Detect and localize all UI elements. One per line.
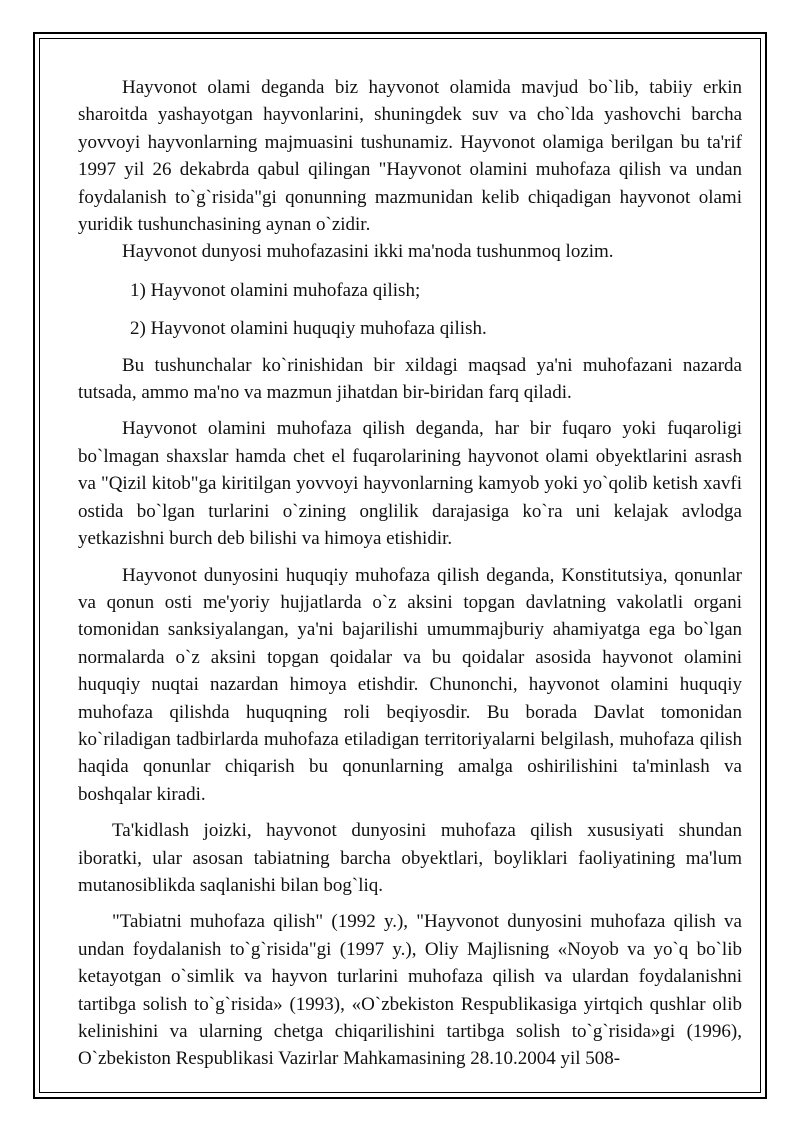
- paragraph-definition: Hayvonot olami deganda biz hayvonot olamida mavjud bo`lib, tabiiy erkin sharoitda yashayotgan hayvonlarini, shuningdek suv va cho`lda yashovchi barcha yovvoyi hayvonlarning majmuasini tushunamiz. Hayvonot olamiga berilgan bu ta'rif 1997 yil 26 dekabrda qabul qilingan "Hayvonot olamini muhofaza qilish va undan foydalanish to`g`risida"gi qonunning mazmunidan kelib chiqadigan hayvonot olami yuridik tushunchasining aynan o`zidir.: [78, 77, 742, 236]
- paragraph-protection-meaning: Hayvonot olamini muhofaza qilish deganda, har bir fuqaro yoki fuqaroligi bo`lmagan shaxslar hamda chet el fuqarolarining hayvonot olami obyektlarini asrash va "Qizil kitob"ga kiritilgan yovvoyi hayvonlarning kamyob yoki yo`qolib ketish xavfi ostida bo`lgan turlarini o`zining onglilik darajasiga ko`ra uni kelajak avlodga yetkazishni burch deb bilishi va himoya etishidir.: [78, 418, 742, 550]
- paragraph-two-meanings: Hayvonot dunyosi muhofazasini ikki ma'noda tushunmoq lozim.: [122, 241, 614, 263]
- paragraph-emphasis: Ta'kidlash joizki, hayvonot dunyosini muhofaza qilish xususiyati shundan iboratki, ular asosan tabiatning barcha obyektlari, boyliklari faoliyatining ma'lum mutanosiblikda saqlanishi bilan bog`liq.: [78, 820, 742, 896]
- paragraph-legal-protection: Hayvonot dunyosini huquqiy muhofaza qilish deganda, Konstitutsiya, qonunlar va qonun osti me'yoriy hujjatlarda o`z aksini topgan davlatning vakolatli organi tomonidan sanksiyalangan, ya'ni bajarilishi umummajburiy ahamiyatga ega bo`lgan normalarda o`z aksini topgan qoidalar va bu qoidalar asosida hayvonot olamini huquqiy nuqtai nazardan himoya etishdir. Chunonchi, hayvonot olamini huquqiy muhofaza qilishda huquqning roli beqiyosdir. Bu borada Davlat tomonidan ko`riladigan tadbirlarda muhofaza etiladigan territoriyalarni belgilash, muhofaza qilish haqida qonunlar chiqarish bu qonunlarning amalga oshirilishini ta'minlash va boshqalar kiradi.: [78, 564, 742, 805]
- paragraph-laws-list: "Tabiatni muhofaza qilish" (1992 y.), "Hayvonot dunyosini muhofaza qilish va undan foydalanish to`g`risida"gi (1997 y.), Oliy Majlisning «Noyob va yo`q bo`lib ketayotgan o`simlik va hayvon turlarini muhofaza qilish va ulardan foydalanishni tartibga solish to`g`risida» (1993), «O`zbekiston Respublikasiga yirtqich qushlar olib kelinishini va ularning chetga chiqarilishini tartibga solish to`g`risida»gi (1996), O`zbekiston Respublikasi Vazirlar Mahkamasining 28.10.2004 yil 508-: [78, 911, 742, 1070]
- paragraph-concepts-differ: Bu tushunchalar ko`rinishidan bir xildagi maqsad ya'ni muhofazani nazarda tutsada, ammo ma'no va mazmun jihatdan bir-biridan farq qiladi.: [78, 354, 742, 404]
- list-item-2: 2) Hayvonot olamini huquqiy muhofaza qilish.: [130, 318, 487, 340]
- list-item-1: 1) Hayvonot olamini muhofaza qilish;: [130, 279, 421, 301]
- document-body: [78, 74, 742, 1073]
